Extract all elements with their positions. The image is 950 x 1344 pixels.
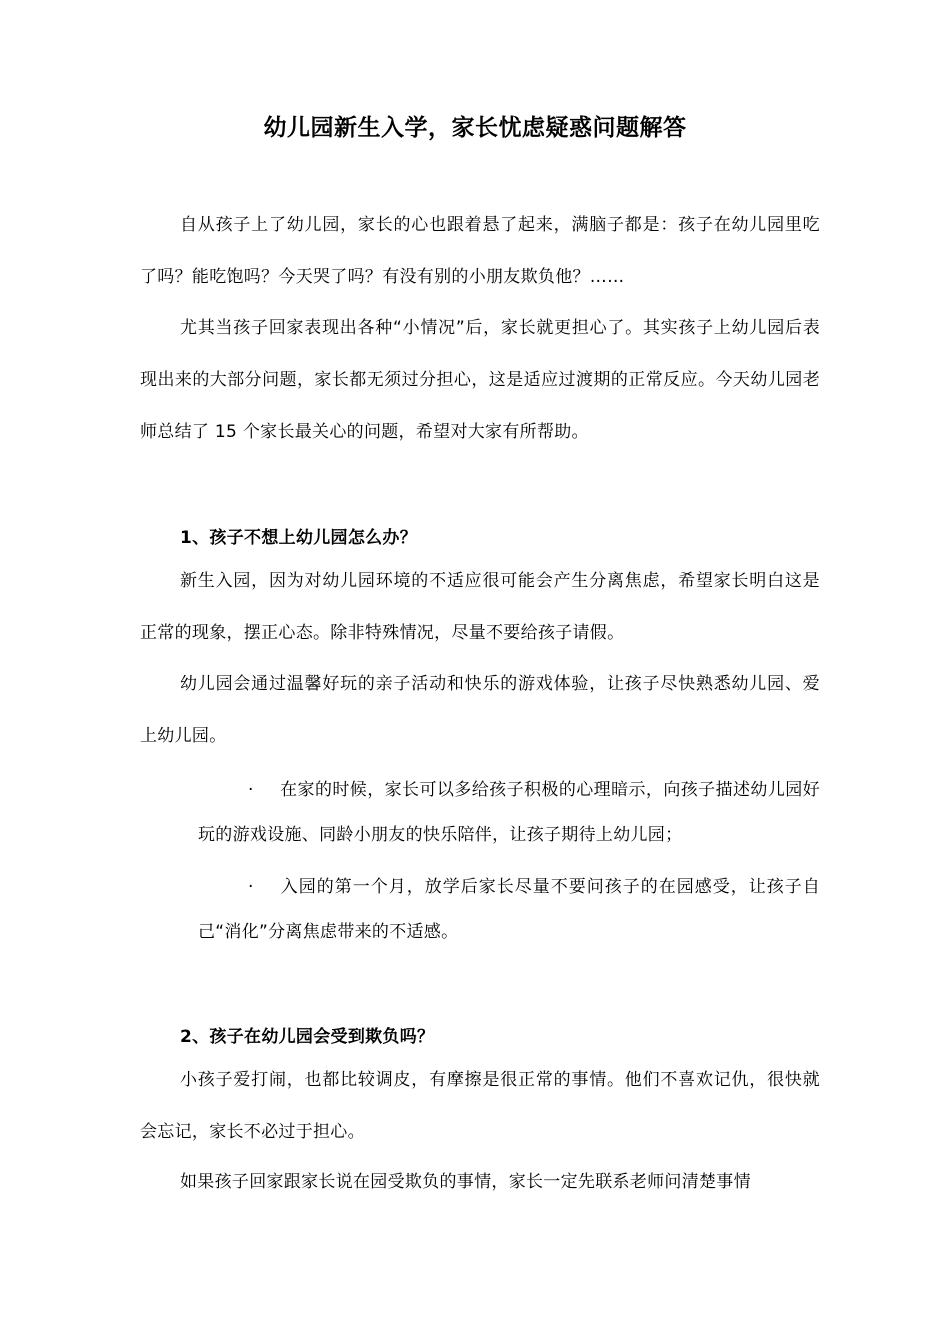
section-2-heading: 2、孩子在幼儿园会受到欺负吗？ (180, 1027, 435, 1047)
bullet-text: 在家的时候，家长可以多给孩子积极的心理暗示，向孩子描述幼儿园好玩的游戏设施、同龄小朋友的快乐陪伴，让孩子期待上幼儿园； (198, 780, 820, 845)
bullet-marker: · (248, 780, 254, 800)
section-1-heading: 1、孩子不想上幼儿园怎么办？ (180, 528, 418, 548)
document-title: 幼儿园新生入学，家长忧虑疑惑问题解答 (263, 115, 687, 141)
section-1-bullet-1 (198, 768, 820, 858)
intro-paragraph-2: 尤其当孩子回家表现出各种“小情况”后，家长就更担心了。其实孩子上幼儿园后表现出来的大部分问题，家长都无须过分担心，这是适应过渡期的正常反应。今天幼儿园老师总结了 15 个家长最关心的问题，希望对大家有所帮助。 (140, 318, 820, 442)
bullet-text: 入园的第一个月，放学后家长尽量不要问孩子的在园感受，让孩子自己“消化”分离焦虑带来的不适感。 (198, 877, 820, 942)
intro-paragraph-1: 自从孩子上了幼儿园，家长的心也跟着悬了起来，满脑子都是：孩子在幼儿园里吃了吗？能吃饱吗？今天哭了吗？有没有别的小朋友欺负他？…… (140, 215, 820, 287)
bullet-marker: · (248, 877, 254, 897)
section-1-paragraph-1: 新生入园，因为对幼儿园环境的不适应很可能会产生分离焦虑，希望家长明白这是正常的现象，摆正心态。除非特殊情况，尽量不要给孩子请假。 (140, 571, 820, 643)
section-2-paragraph-2: 如果孩子回家跟家长说在园受欺负的事情，家长一定先联系老师问清楚事情 (180, 1172, 751, 1192)
section-1-bullet-2 (198, 865, 820, 955)
section-1-paragraph-2: 幼儿园会通过温馨好玩的亲子活动和快乐的游戏体验，让孩子尽快熟悉幼儿园、爱上幼儿园。 (140, 674, 820, 746)
section-2-paragraph-1: 小孩子爱打闹，也都比较调皮，有摩擦是很正常的事情。他们不喜欢记仇，很快就会忘记，家长不必过于担心。 (140, 1070, 820, 1142)
